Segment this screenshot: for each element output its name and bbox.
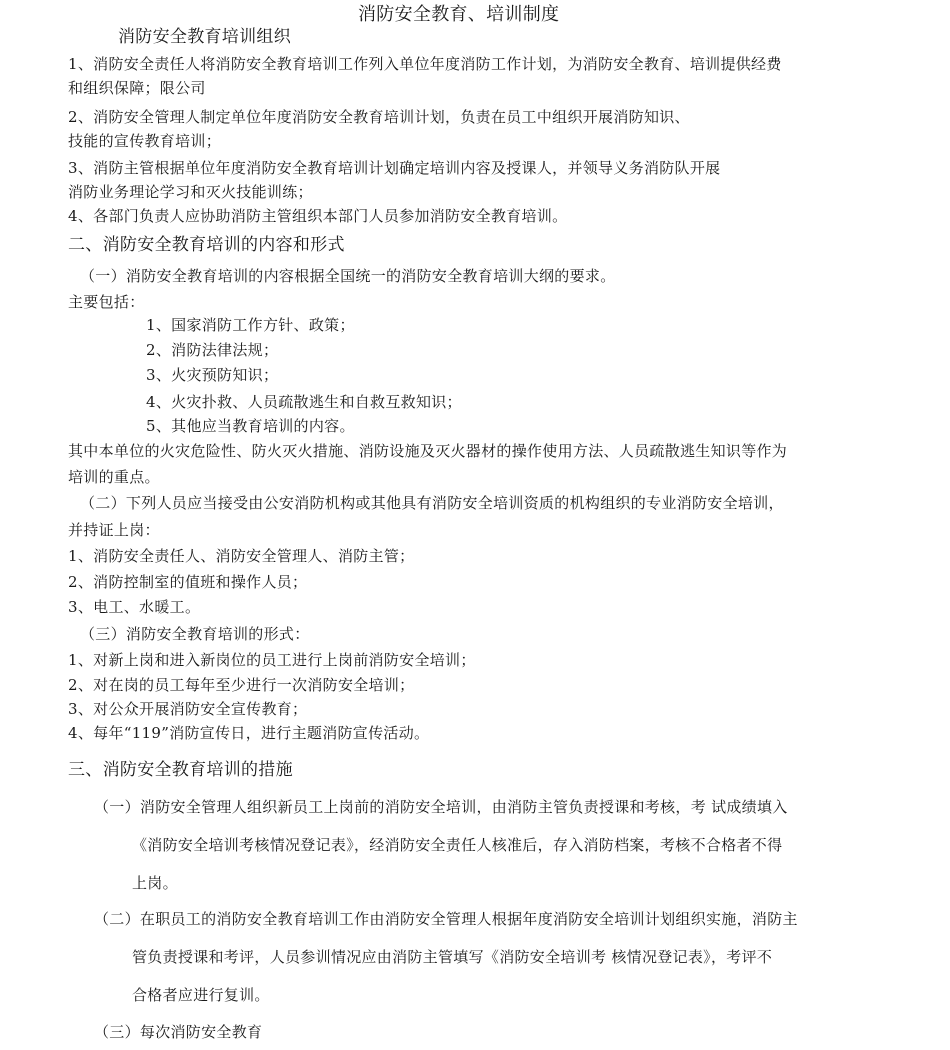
org-item-2-line2: 技能的宣传教育培训； [68, 132, 222, 150]
section-2-heading: 二、消防安全教育培训的内容和形式 [68, 235, 345, 255]
org-heading: 消防安全教育培训组织 [118, 27, 291, 47]
measure-2-line1: （二）在职员工的消防安全教育培训工作由消防安全管理人根据年度消防安全培训计划组织实施，消防主 [94, 910, 798, 928]
org-item-1-line2: 和组织保障；限公司 [68, 79, 206, 97]
measure-3-line1: （三）每次消防安全教育 [94, 1023, 263, 1041]
content-item-3: 3、火灾预防知识； [146, 366, 279, 384]
section-2-para-3: （三）消防安全教育培训的形式： [80, 625, 310, 643]
form-item-4: 4、每年“119”消防宣传日，进行主题消防宣传活动。 [68, 724, 430, 742]
measure-2-line2: 管负责授课和考评，人员参训情况应由消防主管填写《消防安全培训考 核情况登记表》，考评不 [132, 948, 773, 966]
section-2-para-1: （一）消防安全教育培训的内容根据全国统一的消防安全教育培训大纲的要求。 [80, 267, 616, 285]
section-2-para-2-line2: 并持证上岗： [68, 521, 160, 539]
personnel-item-3: 3、电工、水暖工。 [68, 598, 201, 616]
measure-2-line3: 合格者应进行复训。 [132, 986, 270, 1004]
form-item-3: 3、对公众开展消防安全宣传教育； [68, 700, 308, 718]
org-item-4: 4、各部门负责人应协助消防主管组织本部门人员参加消防安全教育培训。 [68, 207, 568, 225]
measure-1-line1: （一）消防安全管理人组织新员工上岗前的消防安全培训，由消防主管负责授课和考核，考 试成绩填入 [94, 798, 788, 816]
document-title: 消防安全教育、培训制度 [358, 4, 560, 25]
content-item-1: 1、国家消防工作方针、政策； [146, 316, 355, 334]
personnel-item-2: 2、消防控制室的值班和操作人员； [68, 573, 308, 591]
section-3-heading: 三、消防安全教育培训的措施 [68, 760, 293, 780]
training-focus-line1: 其中本单位的火灾危险性、防火灭火措施、消防设施及灭火器材的操作使用方法、人员疏散逃生知识等作为 [68, 442, 788, 460]
org-item-2-line1: 2、消防安全管理人制定单位年度消防安全教育培训计划，负责在员工中组织开展消防知识、 [68, 108, 690, 126]
personnel-item-1: 1、消防安全责任人、消防安全管理人、消防主管； [68, 547, 415, 565]
measure-1-line3: 上岗。 [132, 874, 178, 892]
training-focus-line2: 培训的重点。 [68, 468, 160, 486]
org-item-1-line1: 1、消防安全责任人将消防安全教育培训工作列入单位年度消防工作计划，为消防安全教育、培训提供经费 [68, 55, 782, 73]
measure-1-line2: 《消防安全培训考核情况登记表》，经消防安全责任人核准后，存入消防档案，考核不合格者不得 [132, 836, 783, 854]
org-item-3-line2: 消防业务理论学习和灭火技能训练； [68, 183, 313, 201]
section-2-para-2-line1: （二）下列人员应当接受由公安消防机构或其他具有消防安全培训资质的机构组织的专业消防安全培训， [80, 494, 784, 512]
main-includes-label: 主要包括： [68, 293, 145, 311]
form-item-2: 2、对在岗的员工每年至少进行一次消防安全培训； [68, 676, 415, 694]
form-item-1: 1、对新上岗和进入新岗位的员工进行上岗前消防安全培训； [68, 651, 476, 669]
org-item-3-line1: 3、消防主管根据单位年度消防安全教育培训计划确定培训内容及授课人，并领导义务消防队开展 [68, 159, 721, 177]
content-item-2: 2、消防法律法规； [146, 341, 279, 359]
content-item-4: 4、火灾扑救、人员疏散逃生和自救互救知识； [146, 393, 462, 411]
content-item-5: 5、其他应当教育培训的内容。 [146, 417, 355, 435]
